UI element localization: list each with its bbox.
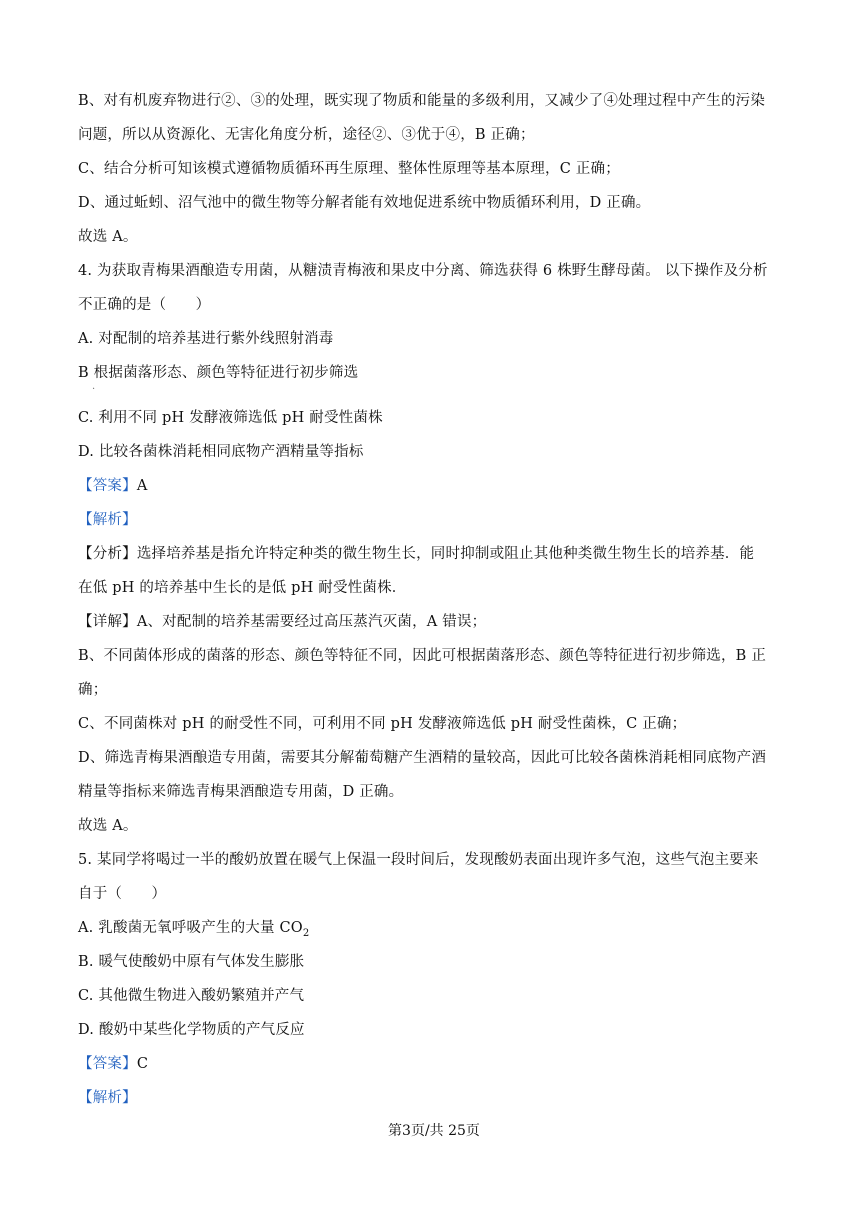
- question-4-stem: 4. 为获取青梅果酒酿造专用菌，从糖渍青梅液和果皮中分离、筛选获得 6 株野生酵母菌。 以下操作及分析: [78, 263, 768, 279]
- option-a: A. 对配制的培养基进行紫外线照射消毒: [78, 331, 334, 347]
- text-line: 故选 A。: [78, 229, 138, 245]
- text-line: 故选 A。: [78, 818, 138, 834]
- xiangjie-tag: 【详解】: [78, 614, 137, 630]
- analysis-tag: 【解析】: [78, 1090, 137, 1106]
- text-line: D、筛选青梅果酒酿造专用菌，需要其分解葡萄糖产生酒精的量较高，因此可比较各菌株消耗相同底物产酒: [78, 750, 767, 766]
- option-d: D. 比较各菌株消耗相同底物产酒精量等指标: [78, 444, 364, 460]
- fenxi-text-cont: 在低 pH 的培养基中生长的是低 pH 耐受性菌株．: [78, 580, 407, 596]
- analysis-heading: [78, 510, 798, 530]
- text-line: D、通过蚯蚓、沼气池中的微生物等分解者能有效地促进系统中物质循环利用，D 正确。: [78, 195, 651, 211]
- question-5-stem: 5. 某同学将喝过一半的酸奶放置在暖气上保温一段时间后，发现酸奶表面出现许多气泡，这些气泡主要来: [78, 852, 759, 868]
- option-b: B. 暖气使酸奶中原有气体发生膨胀: [78, 954, 305, 970]
- text-line: C、结合分析可知该模式遵循物质循环再生原理、整体性原理等基本原理，C 正确；: [78, 161, 620, 177]
- text-line: C、不同菌株对 pH 的耐受性不同，可利用不同 pH 发酵液筛选低 pH 耐受性菌株，C 正确；: [78, 716, 687, 732]
- option-b: B 根据菌落形态、颜色等特征进行初步筛选: [78, 365, 359, 381]
- answer-row: [78, 476, 798, 496]
- option-a: [78, 918, 798, 938]
- answer-tag: 【答案】: [78, 478, 137, 494]
- fenxi-text: 选择培养基是指允许特定种类的微生物生长，同时抑制或阻止其他种类微生物生长的培养基．能: [136, 546, 755, 562]
- subscript: 2: [302, 927, 310, 939]
- answer-row: [78, 1054, 798, 1074]
- answer-value: C: [136, 1056, 149, 1072]
- question-4-stem-cont: 不正确的是（ ）: [78, 297, 211, 313]
- analysis-tag: 【解析】: [78, 512, 137, 528]
- stray-mark: ·: [92, 384, 96, 395]
- fenxi-tag: 【分析】: [78, 546, 137, 562]
- text-line: B、对有机废弃物进行②、③的处理，既实现了物质和能量的多级利用，又减少了④处理过程中产生的污染: [78, 93, 766, 109]
- question-5-stem-cont: 自于（ ）: [78, 886, 167, 902]
- answer-tag: 【答案】: [78, 1056, 137, 1072]
- option-c: C. 利用不同 pH 发酵液筛选低 pH 耐受性菌株: [78, 410, 383, 426]
- text-line: 确；: [78, 682, 108, 698]
- xiangjie-row: [78, 612, 798, 632]
- text-line: 问题，所以从资源化、无害化角度分析，途径②、③优于④，B 正确；: [78, 127, 535, 143]
- option-a-text: A. 乳酸菌无氧呼吸产生的大量 CO: [78, 920, 303, 936]
- fenxi-row: [78, 544, 798, 564]
- page-footer: 第3页/共 25页: [388, 1123, 480, 1139]
- analysis-heading: [78, 1088, 798, 1108]
- xiangjie-text: A、对配制的培养基需要经过高压蒸汽灭菌，A 错误；: [136, 614, 487, 630]
- answer-value: A: [136, 478, 148, 494]
- option-d: D. 酸奶中某些化学物质的产气反应: [78, 1022, 305, 1038]
- option-c: C. 其他微生物进入酸奶繁殖并产气: [78, 988, 305, 1004]
- text-line: B、不同菌体形成的菌落的形态、颜色等特征不同，因此可根据菌落形态、颜色等特征进行初步筛选，B 正: [78, 648, 767, 664]
- text-line: 精量等指标来筛选青梅果酒酿造专用菌，D 正确。: [78, 784, 404, 800]
